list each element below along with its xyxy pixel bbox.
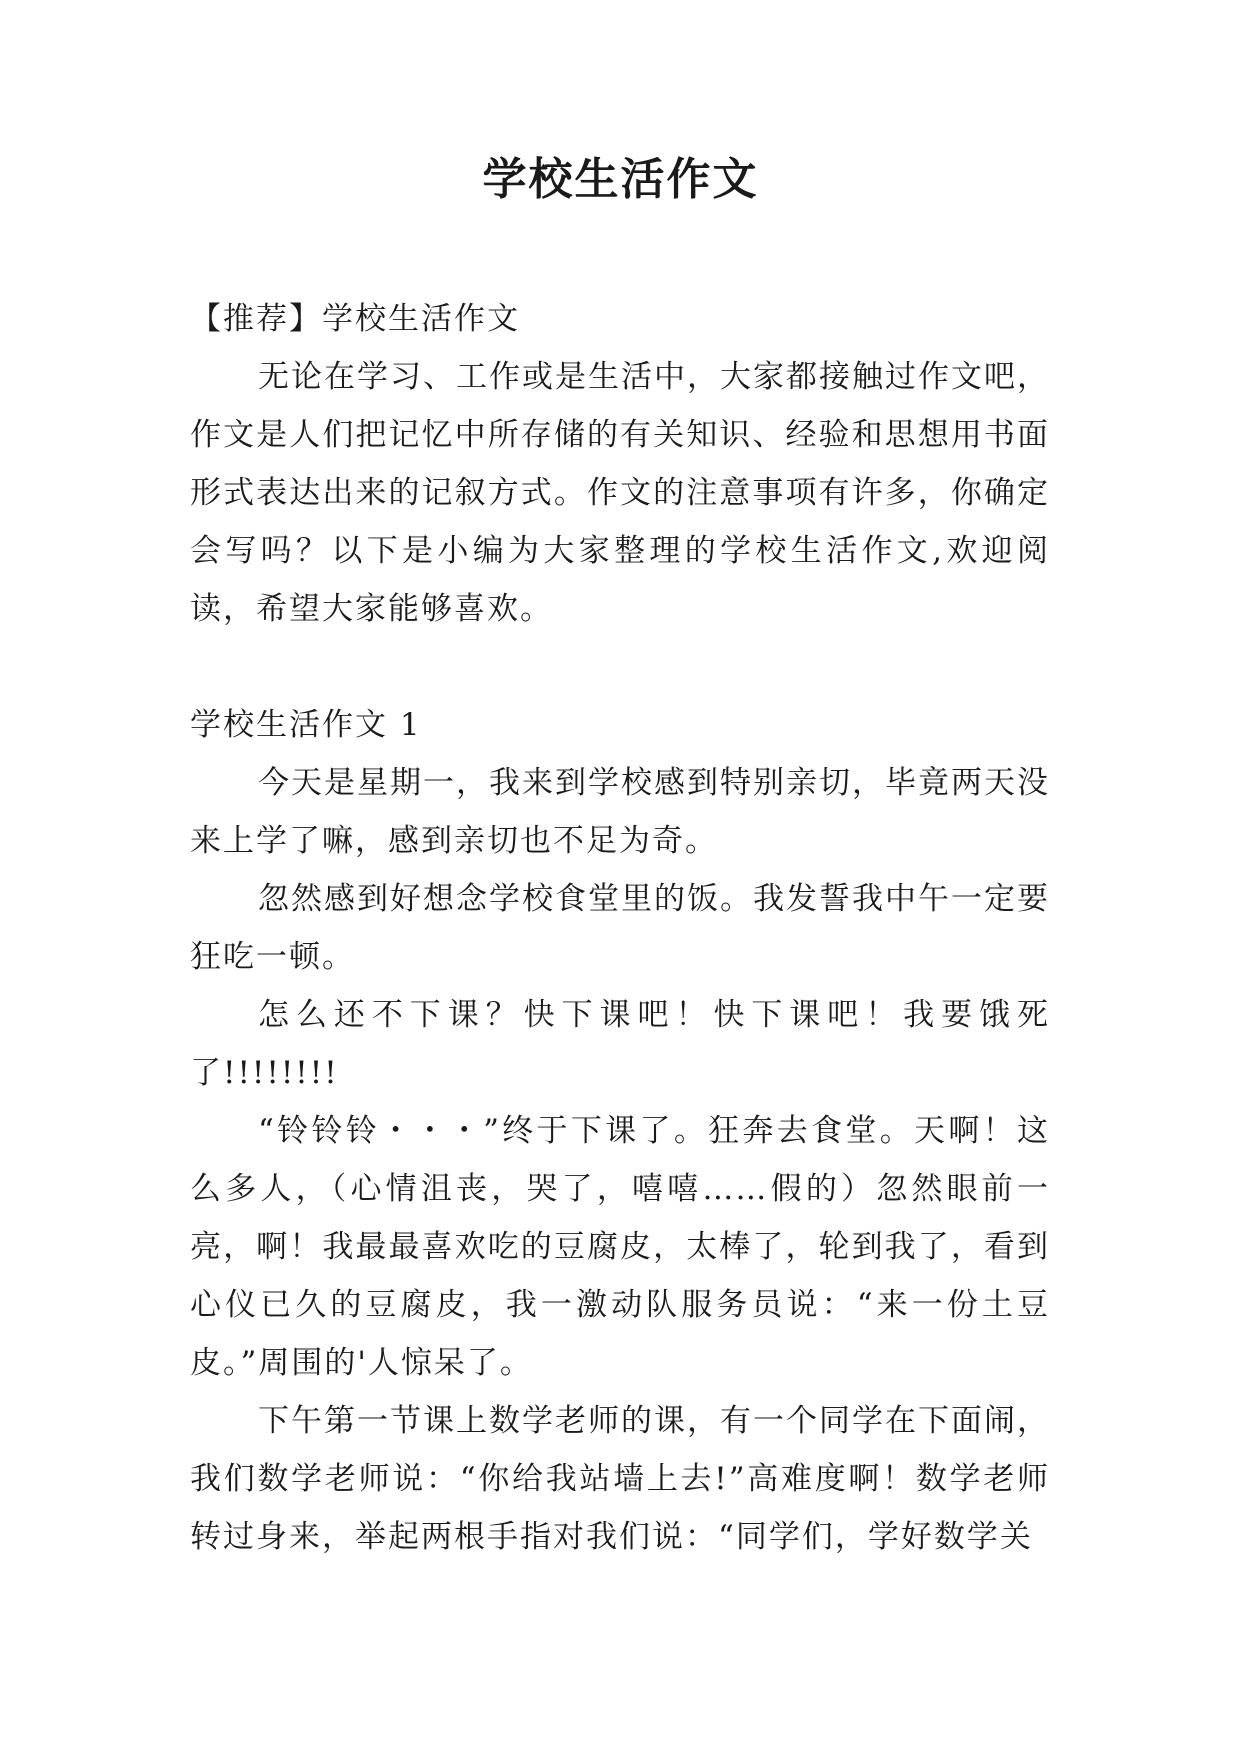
body-paragraph: “铃铃铃・・・”终于下课了。狂奔去食堂。天啊！这么多人，（心情沮丧，哭了，嘻嘻……假的）忽然眼前一亮，啊！我最最喜欢吃的豆腐皮，太棒了，轮到我了，看到心仪已久的豆腐皮，我一激动队服务员说：“来一份土豆皮。”周围的'人惊呆了。	[190, 1113, 1050, 1381]
document-title: 学校生活作文	[482, 154, 759, 205]
intro-heading: 【推荐】学校生活作文	[190, 301, 520, 337]
section-heading: 学校生活作文 1	[190, 707, 422, 743]
body-paragraph: 怎么还不下课？快下课吧！快下课吧！我要饿死了!!!!!!!!	[190, 997, 1050, 1091]
document-body	[190, 290, 1050, 1566]
body-paragraph: 忽然感到好想念学校食堂里的饭。我发誓我中午一定要狂吃一顿。	[190, 881, 1050, 975]
body-paragraph: 下午第一节课上数学老师的课，有一个同学在下面闹，我们数学老师说：“你给我站墙上去!”高难度啊！数学老师转过身来，举起两根手指对我们说：“同学们，学好数学关	[190, 1403, 1050, 1555]
intro-paragraph: 无论在学习、工作或是生活中，大家都接触过作文吧，作文是人们把记忆中所存储的有关知识、经验和思想用书面形式表达出来的记叙方式。作文的注意事项有许多，你确定会写吗？以下是小编为大家整理的学校生活作文,欢迎阅读，希望大家能够喜欢。	[190, 359, 1050, 627]
body-paragraph: 今天是星期一，我来到学校感到特别亲切，毕竟两天没来上学了嘛，感到亲切也不足为奇。	[190, 765, 1050, 859]
